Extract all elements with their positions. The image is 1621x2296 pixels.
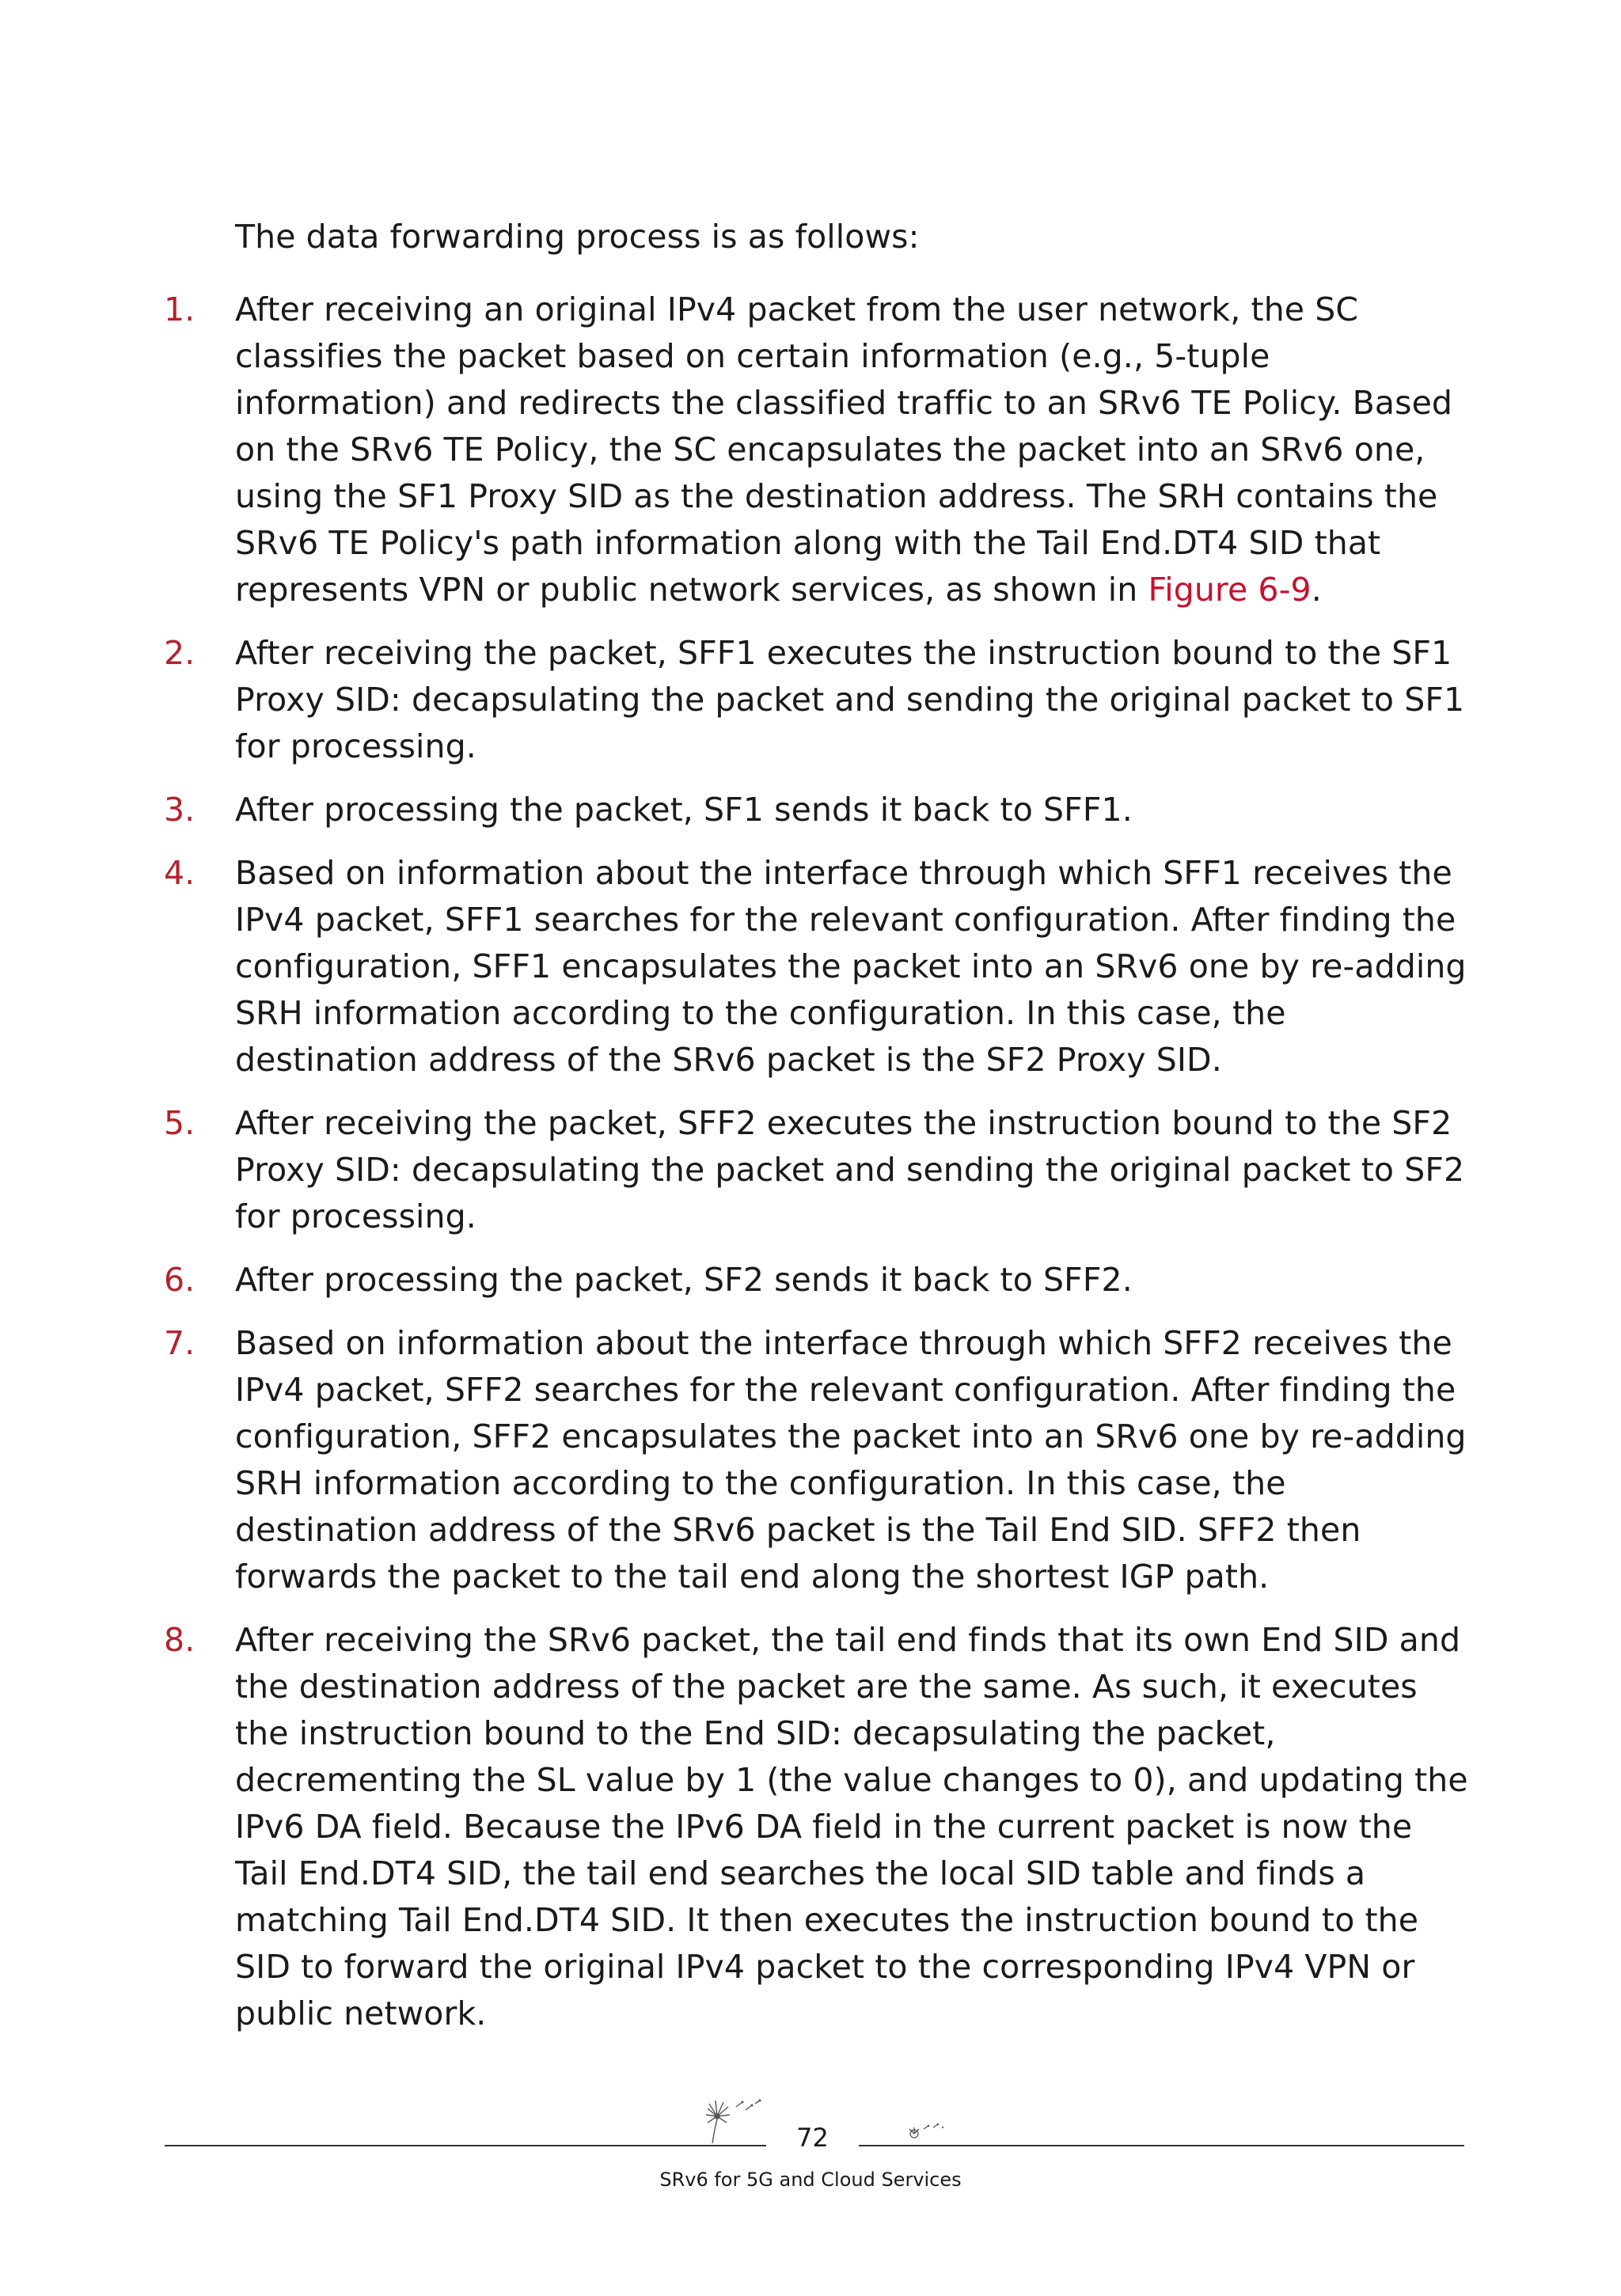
list-item bbox=[164, 630, 1470, 770]
list-item-text: After processing the packet, SF2 sends it back to SFF2. bbox=[235, 1261, 1133, 1299]
footer-divider-right bbox=[859, 2145, 1464, 2146]
list-number: 4. bbox=[164, 854, 196, 892]
dandelion-seed-icon bbox=[906, 2120, 946, 2143]
list-number: 3. bbox=[164, 791, 196, 829]
book-title: SRv6 for 5G and Cloud Services bbox=[659, 2169, 962, 2191]
list-item bbox=[164, 1100, 1470, 1240]
list-item bbox=[164, 1320, 1470, 1600]
page-number: 72 bbox=[796, 2123, 829, 2153]
list-item-text: After receiving the packet, SFF2 executes the instruction bound to the SF2 Proxy SID: decapsulating the packet and sending the original packet to SF2 for processing. bbox=[235, 1104, 1465, 1235]
footer-divider-left bbox=[165, 2145, 766, 2146]
list-item-text: After processing the packet, SF1 sends it back to SFF1. bbox=[235, 791, 1133, 829]
list-item-text-end: . bbox=[1311, 571, 1322, 609]
list-number: 8. bbox=[164, 1621, 196, 1659]
figure-link[interactable]: Figure 6-9 bbox=[1148, 571, 1312, 609]
list-item bbox=[164, 850, 1470, 1083]
list-item-text: Based on information about the interface through which SFF2 receives the IPv4 packet, SFF2 searches for the relevant configuration. After finding the configuration, SFF2 encapsulates the packet into an SRv6 one by re-adding SRH information according to the configuration. In this case, the destination address of the SRv6 packet is the Tail End SID. SFF2 then forwards the packet to the tail end along the shortest IGP path. bbox=[235, 1324, 1467, 1596]
forwarding-steps-list bbox=[164, 287, 1470, 2037]
intro-paragraph: The data forwarding process is as follows: bbox=[235, 218, 920, 256]
list-item-text: After receiving the packet, SFF1 executes the instruction bound to the SF1 Proxy SID: decapsulating the packet and sending the original packet to SF1 for processing. bbox=[235, 634, 1465, 765]
list-item-text: Based on information about the interface through which SFF1 receives the IPv4 packet, SFF1 searches for the relevant configuration. After finding the configuration, SFF1 encapsulates the packet into an SRv6 one by re-adding SRH information according to the configuration. In this case, the destination address of the SRv6 packet is the SF2 Proxy SID. bbox=[235, 854, 1467, 1079]
list-item-text: After receiving the SRv6 packet, the tail end finds that its own End SID and the destination address of the packet are the same. As such, it executes the instruction bound to the End SID: decapsulating the packet, decrementing the SL value by 1 (the value changes to 0), and updating the IPv6 DA field. Because the IPv6 DA field in the current packet is now the Tail End.DT4 SID, the tail end searches the local SID table and finds a matching Tail End.DT4 SID. It then executes the instruction bound to the SID to forward the original IPv4 packet to the corresponding IPv4 VPN or public network. bbox=[235, 1621, 1468, 2032]
dandelion-icon bbox=[697, 2097, 768, 2145]
list-item-text: After receiving an original IPv4 packet from the user network, the SC classifies the packet based on certain information (e.g., 5-tuple information) and redirects the classified traffic to an SRv6 TE Policy. Based on the SRv6 TE Policy, the SC encapsulates the packet into an SRv6 one, using the SF1 Proxy SID as the destination address. The SRH contains the SRv6 TE Policy's path information along with the Tail End.DT4 SID that represents VPN or public network services, as shown in bbox=[235, 290, 1453, 609]
list-number: 5. bbox=[164, 1104, 196, 1142]
list-item bbox=[164, 1617, 1470, 2037]
list-item bbox=[164, 1257, 1470, 1304]
list-item bbox=[164, 787, 1470, 833]
list-number: 7. bbox=[164, 1324, 196, 1362]
list-number: 1. bbox=[164, 290, 196, 328]
page-body bbox=[164, 214, 1470, 2054]
page-footer bbox=[0, 2089, 1621, 2200]
list-item bbox=[164, 287, 1470, 613]
list-number: 6. bbox=[164, 1261, 196, 1299]
list-number: 2. bbox=[164, 634, 196, 672]
